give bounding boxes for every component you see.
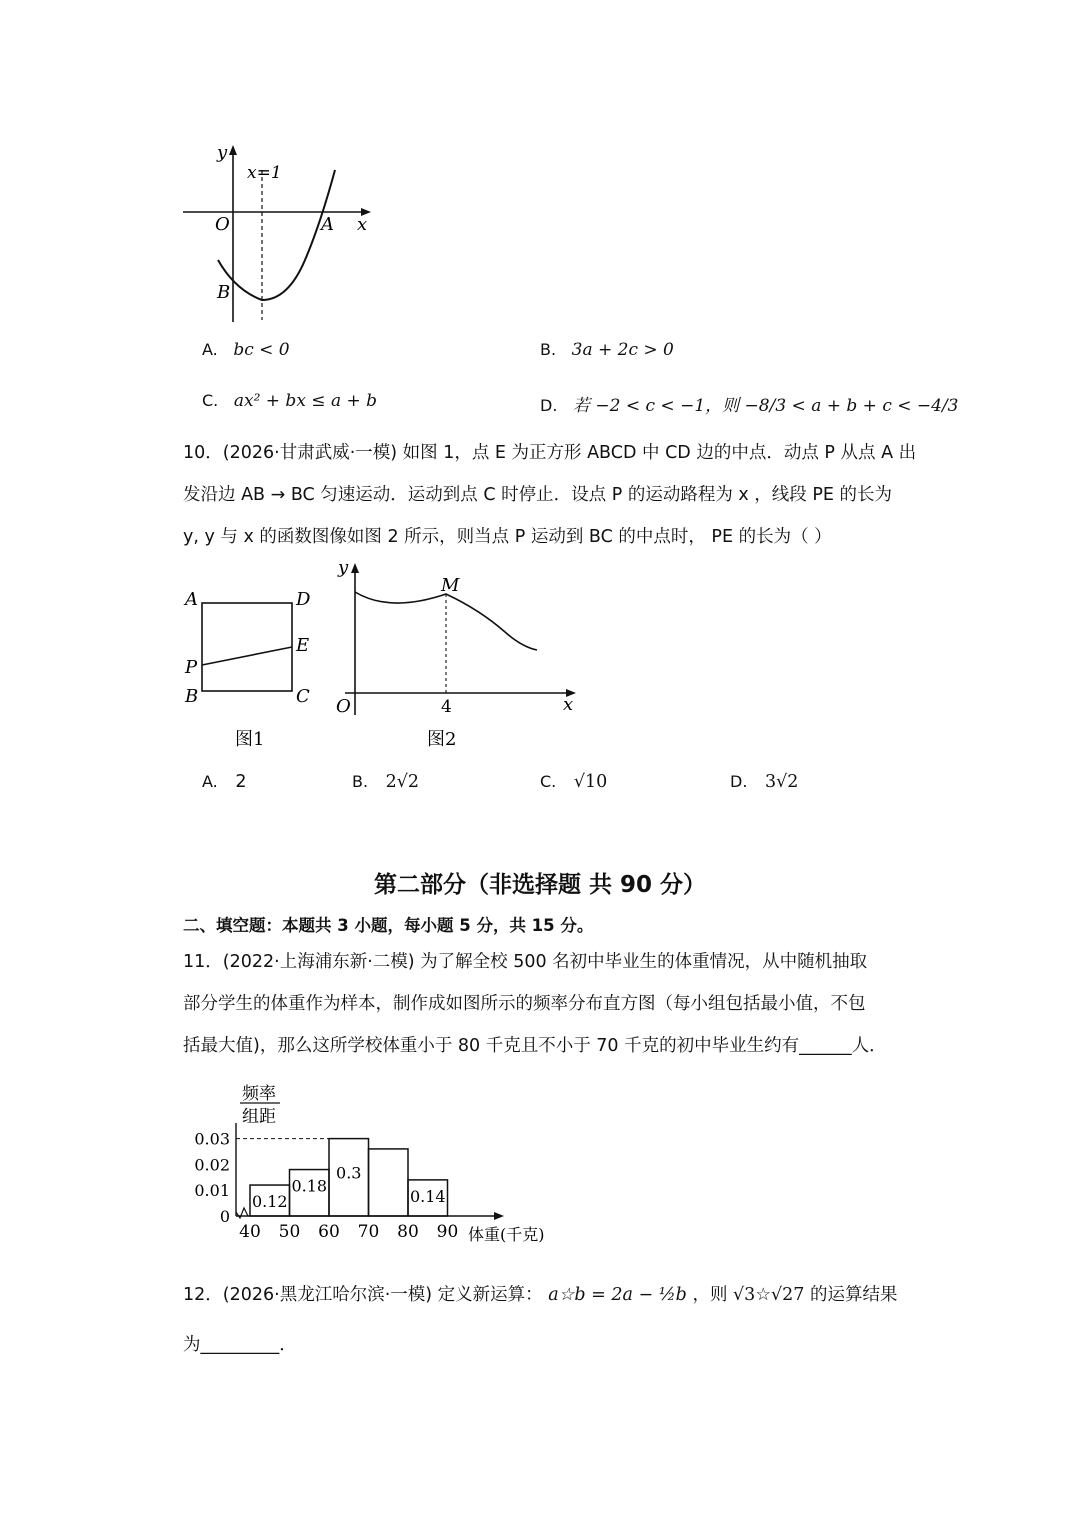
q10-option-a[interactable]: A. 2 bbox=[202, 772, 247, 792]
y-tick-label: 0.03 bbox=[194, 1129, 230, 1149]
q12-suffix: 的运算结果 bbox=[810, 1285, 898, 1305]
x-tick-label: 70 bbox=[357, 1222, 380, 1242]
fig9-x-label: x bbox=[357, 214, 368, 235]
fig9-y-label: y bbox=[217, 142, 228, 163]
fig1-label-c: C bbox=[296, 686, 310, 707]
x-tick-label: 40 bbox=[239, 1222, 261, 1242]
fig2-origin: O bbox=[336, 696, 351, 717]
square-figure bbox=[180, 585, 320, 755]
fig2-tick-4: 4 bbox=[441, 697, 452, 717]
x-tick-label: 60 bbox=[318, 1222, 340, 1242]
histogram-bar bbox=[369, 1149, 409, 1216]
q11-line-3: 括最大值)，那么这所学校体重小于 80 千克且不小于 70 千克的初中毕业生约有______人． bbox=[183, 1036, 887, 1056]
fig1-label-d: D bbox=[296, 589, 311, 610]
fig9-origin: O bbox=[215, 214, 230, 235]
fig1-label-p: P bbox=[185, 657, 198, 678]
q12-line-2: 为_________． bbox=[183, 1335, 297, 1355]
q9-option-c[interactable]: C. ax² + bx ≤ a + b bbox=[202, 391, 378, 411]
part2-title: 第二部分（非选择题 共 90 分） bbox=[373, 872, 707, 898]
q10-option-b[interactable]: B. 2√2 bbox=[352, 772, 420, 792]
fig1-label-b: B bbox=[185, 686, 199, 707]
bar-data-label: 0.12 bbox=[251, 1192, 288, 1212]
fig2-x-label: x bbox=[563, 694, 574, 715]
q10-option-d[interactable]: D. 3√2 bbox=[730, 772, 799, 792]
q9-option-d[interactable]: D. 若 −2 < c < −1，则 −8/3 < a + b + c < −4/3 bbox=[540, 396, 959, 416]
fig9-point-a: A bbox=[321, 214, 334, 235]
x-tick-label: 80 bbox=[397, 1222, 419, 1242]
y-label-top: 频率 bbox=[242, 1084, 276, 1104]
q12-formula: a☆b = 2a − ½b bbox=[548, 1285, 687, 1305]
fig9-point-b: B bbox=[217, 282, 231, 303]
bar-data-label: 0.14 bbox=[409, 1186, 446, 1206]
fig2-m-label: M bbox=[441, 575, 460, 596]
histogram-chart bbox=[180, 1075, 580, 1255]
q11-line-1: 11．(2022·上海浦东新·二模) 为了解全校 500 名初中毕业生的体重情况，从中随机抽取 bbox=[183, 952, 868, 972]
fig1-label-a: A bbox=[185, 589, 198, 610]
y-tick-label: 0 bbox=[219, 1207, 230, 1226]
fig2-y-label: y bbox=[338, 557, 349, 578]
parabola-figure bbox=[175, 140, 385, 330]
q10-line-2: 发沿边 AB → BC 匀速运动．运动到点 C 时停止．设点 P 的运动路程为 x ，线段 PE 的长为 bbox=[183, 485, 893, 505]
q12-expression: √3☆√27 bbox=[733, 1285, 805, 1305]
x-tick-label: 90 bbox=[436, 1222, 459, 1242]
section-heading: 二、填空题：本题共 3 小题，每小题 5 分，共 15 分。 bbox=[183, 916, 594, 935]
fig1-label-e: E bbox=[296, 635, 310, 656]
x-tick-label: 50 bbox=[278, 1222, 301, 1242]
y-label-bottom: 组距 bbox=[242, 1107, 276, 1127]
x-axis-label: 体重(千克) bbox=[468, 1225, 545, 1244]
q12-prefix: 12．(2026·黑龙江哈尔滨·一模) 定义新运算： bbox=[183, 1285, 543, 1305]
q10-option-c[interactable]: C. √10 bbox=[540, 772, 608, 792]
y-tick-label: 0.02 bbox=[194, 1155, 230, 1175]
q9-option-a[interactable]: A. bc < 0 bbox=[202, 340, 290, 360]
q10-line-1: 10．(2026·甘肃武威·一模) 如图 1，点 E 为正方形 ABCD 中 CD 边的中点．动点 P 从点 A 出 bbox=[183, 443, 917, 463]
q10-line-3: y, y 与 x 的函数图像如图 2 所示，则当点 P 运动到 BC 的中点时， PE 的长为（ ） bbox=[183, 527, 832, 547]
q11-line-2: 部分学生的体重作为样本，制作成如图所示的频率分布直方图（每小组包括最小值，不包 bbox=[183, 994, 866, 1014]
y-tick-label: 0.01 bbox=[194, 1181, 230, 1201]
fig1-caption: 图1 bbox=[235, 729, 265, 750]
q12-then: ，则 bbox=[692, 1285, 728, 1305]
bar-data-label: 0.18 bbox=[291, 1176, 328, 1196]
q9-option-b[interactable]: B. 3a + 2c > 0 bbox=[540, 340, 674, 360]
fig9-axis-label: x=1 bbox=[247, 163, 282, 183]
x-axis-arrow bbox=[494, 1212, 504, 1220]
bar-data-label: 0.3 bbox=[336, 1163, 362, 1183]
q12-line-1 bbox=[183, 1281, 898, 1306]
fig2-caption: 图2 bbox=[427, 729, 457, 750]
function-graph-figure bbox=[330, 555, 585, 755]
